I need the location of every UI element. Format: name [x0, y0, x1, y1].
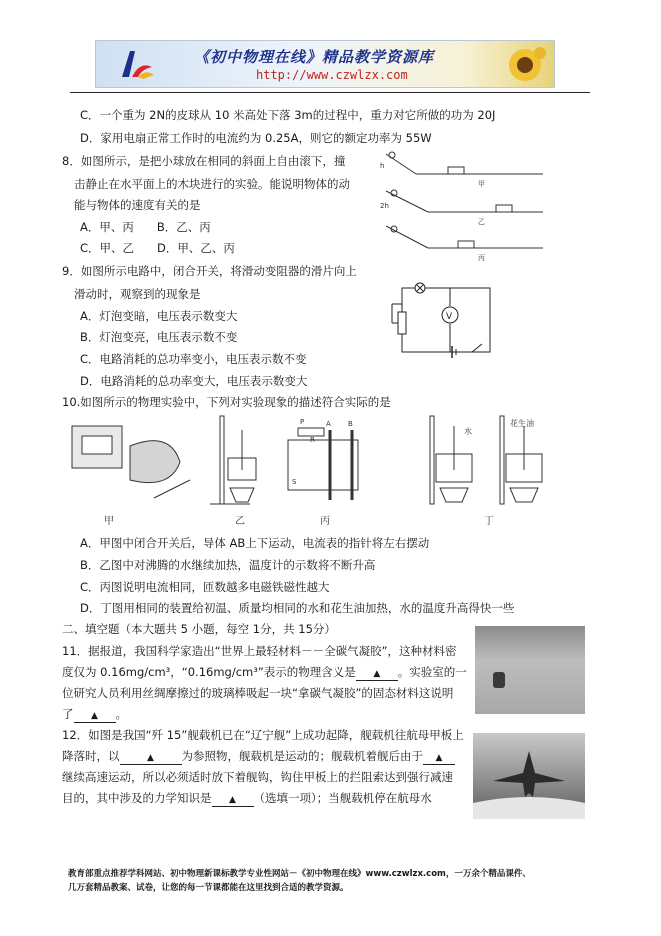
- q9-option-c: C．电路消耗的总功率变小，电压表示数不变: [80, 352, 307, 366]
- fig10-label-a: A: [326, 420, 331, 428]
- q11-blank-1[interactable]: ▲: [356, 669, 398, 681]
- footer-line-1: 教育部重点推荐学科网站、初中物理新课标教学专业性网站－《初中物理在线》www.czwlzx.com，一万余个精品课件、: [68, 869, 531, 879]
- fig10-label-b: B: [348, 420, 353, 428]
- q9-stem-1: 9．如图所示电路中，闭合开关，将滑动变阻器的滑片向上: [62, 264, 357, 278]
- q8-stem-3: 能与物体的速度有关的是: [74, 198, 201, 212]
- header-banner: [95, 40, 555, 88]
- q10-option-b: B．乙图中对沸腾的水继续加热，温度计的示数将不断升高: [80, 558, 376, 572]
- q12-line-4-text: 目的，其中涉及的力学知识是: [62, 791, 212, 805]
- fig8-label-bing: 丙: [478, 254, 485, 262]
- q10-option-c: C．丙图说明电流相同，匝数越多电磁铁磁性越大: [80, 580, 330, 594]
- fig10-caption-ding: 丁: [484, 516, 494, 527]
- q10-option-d: D．丁图用相同的装置给初温、质量均相同的水和花生油加热，水的温度升高得快一些: [80, 601, 515, 615]
- q11-line-4: [62, 707, 127, 723]
- fig10-label-oil: 花生油: [510, 419, 534, 428]
- q10-figure: [70, 410, 550, 528]
- q11-line-4-tail: 。: [115, 707, 127, 721]
- banner-title: 《初中物理在线》精品教学资源库: [194, 48, 435, 66]
- fig8-label-yi: 乙: [478, 218, 485, 226]
- q8-options-cd: C．甲、乙 D．甲、乙、丙: [80, 241, 235, 255]
- q10-option-a: A．甲图中闭合开关后，导体 AB上下运动，电流表的指针将左右摆动: [80, 536, 430, 550]
- q12-line-2: [62, 749, 455, 765]
- header-rule: [70, 92, 590, 93]
- q8-stem-1: 8．如图所示，是把小球放在相同的斜面上自由滚下，撞: [62, 154, 346, 168]
- fig10-caption-jia: 甲: [104, 516, 114, 527]
- q9-circuit-figure: [390, 280, 502, 362]
- q12-line-3: 继续高速运动，所以必须适时放下着舰钩，钩住甲板上的拦阻索达到强行减速: [62, 770, 453, 784]
- q10-stem: 10.如图所示的物理实验中，下列对实验现象的描述符合实际的是: [62, 395, 391, 409]
- section-2-heading: 二、填空题（本大题共 5 小题，每空 1分，共 15分）: [62, 622, 336, 636]
- fig9-voltmeter-label: V: [446, 312, 453, 322]
- q12-blank-2[interactable]: ▲: [423, 753, 455, 765]
- q12-line-2-text: 降落时，以: [62, 749, 120, 763]
- q12-line-4-tail: （选填一项）；当舰载机停在航母水: [253, 791, 432, 805]
- aerogel-photo: [475, 626, 585, 714]
- q9-option-a: A．灯泡变暗，电压表示数变大: [80, 309, 238, 323]
- banner-url[interactable]: http://www.czwlzx.com: [256, 68, 408, 82]
- fig10-label-r: R: [310, 436, 315, 444]
- q8-stem-2: 击静止在水平面上的木块进行的实验。能说明物体的动: [74, 177, 350, 191]
- q7-option-d: D．家用电扇正常工作时的电流约为 0.25A，则它的额定功率为 55W: [80, 131, 432, 145]
- fig8-label-2h: 2h: [380, 202, 389, 210]
- q11-line-2: [62, 665, 467, 681]
- fig10-caption-yi: 乙: [235, 516, 245, 527]
- fig10-label-p: P: [300, 418, 305, 426]
- fig8-label-h: h: [380, 162, 385, 170]
- q11-line-2-text: 度仅为 0.16mg/cm³，“0.16mg/cm³”表示的物理含义是: [62, 665, 356, 679]
- q9-option-b: B．灯泡变亮，电压表示数不变: [80, 330, 238, 344]
- q11-line-3: 位研究人员利用丝绸摩擦过的玻璃棒吸起一块“拿碳气凝胶”的固态材料这说明: [62, 686, 454, 700]
- footer-line-2: 几万套精品教案、试卷，让您的每一节课都能在这里找到合适的教学资源。: [68, 883, 349, 893]
- q12-blank-1[interactable]: ▲: [120, 753, 182, 765]
- fig8-label-jia: 甲: [478, 180, 485, 188]
- fig10-caption-bing: 丙: [320, 516, 330, 527]
- q9-stem-2: 滑动时，观察到的现象是: [74, 287, 201, 301]
- sunflower-icon: [504, 45, 546, 85]
- fig10-label-s: S: [292, 478, 297, 486]
- jet-silhouette-icon: [473, 733, 585, 819]
- q11-line-2-tail: 。实验室的一: [397, 665, 467, 679]
- fig10-label-water: 水: [464, 427, 472, 436]
- q11-blank-2[interactable]: ▲: [74, 711, 116, 723]
- q12-line-1: 12．如图是我国“歼 15”舰载机已在“辽宁舰”上成功起降，舰载机往航母甲板上: [62, 728, 464, 742]
- q12-blank-3[interactable]: ▲: [212, 795, 254, 807]
- q9-option-d: D．电路消耗的总功率变大，电压表示数变大: [80, 374, 308, 388]
- q11-line-1: 11．据报道，我国科学家造出“世界上最轻材料－－全碳气凝胶”，这种材料密: [62, 644, 457, 658]
- q8-options-ab: A．甲、丙 B．乙、丙: [80, 220, 211, 234]
- q12-line-4: [62, 791, 432, 807]
- q8-figure: [378, 146, 548, 264]
- q7-option-c: C．一个重为 2N的皮球从 10 米高处下落 3m的过程中，重力对它所做的功为 20J: [80, 108, 496, 122]
- q11-line-4-text: 了: [62, 707, 74, 721]
- site-logo-icon: [118, 47, 156, 83]
- carrier-jet-photo: [473, 733, 585, 819]
- q12-line-2-mid: 为参照物，舰载机是运动的；舰载机着舰后由于: [181, 749, 423, 763]
